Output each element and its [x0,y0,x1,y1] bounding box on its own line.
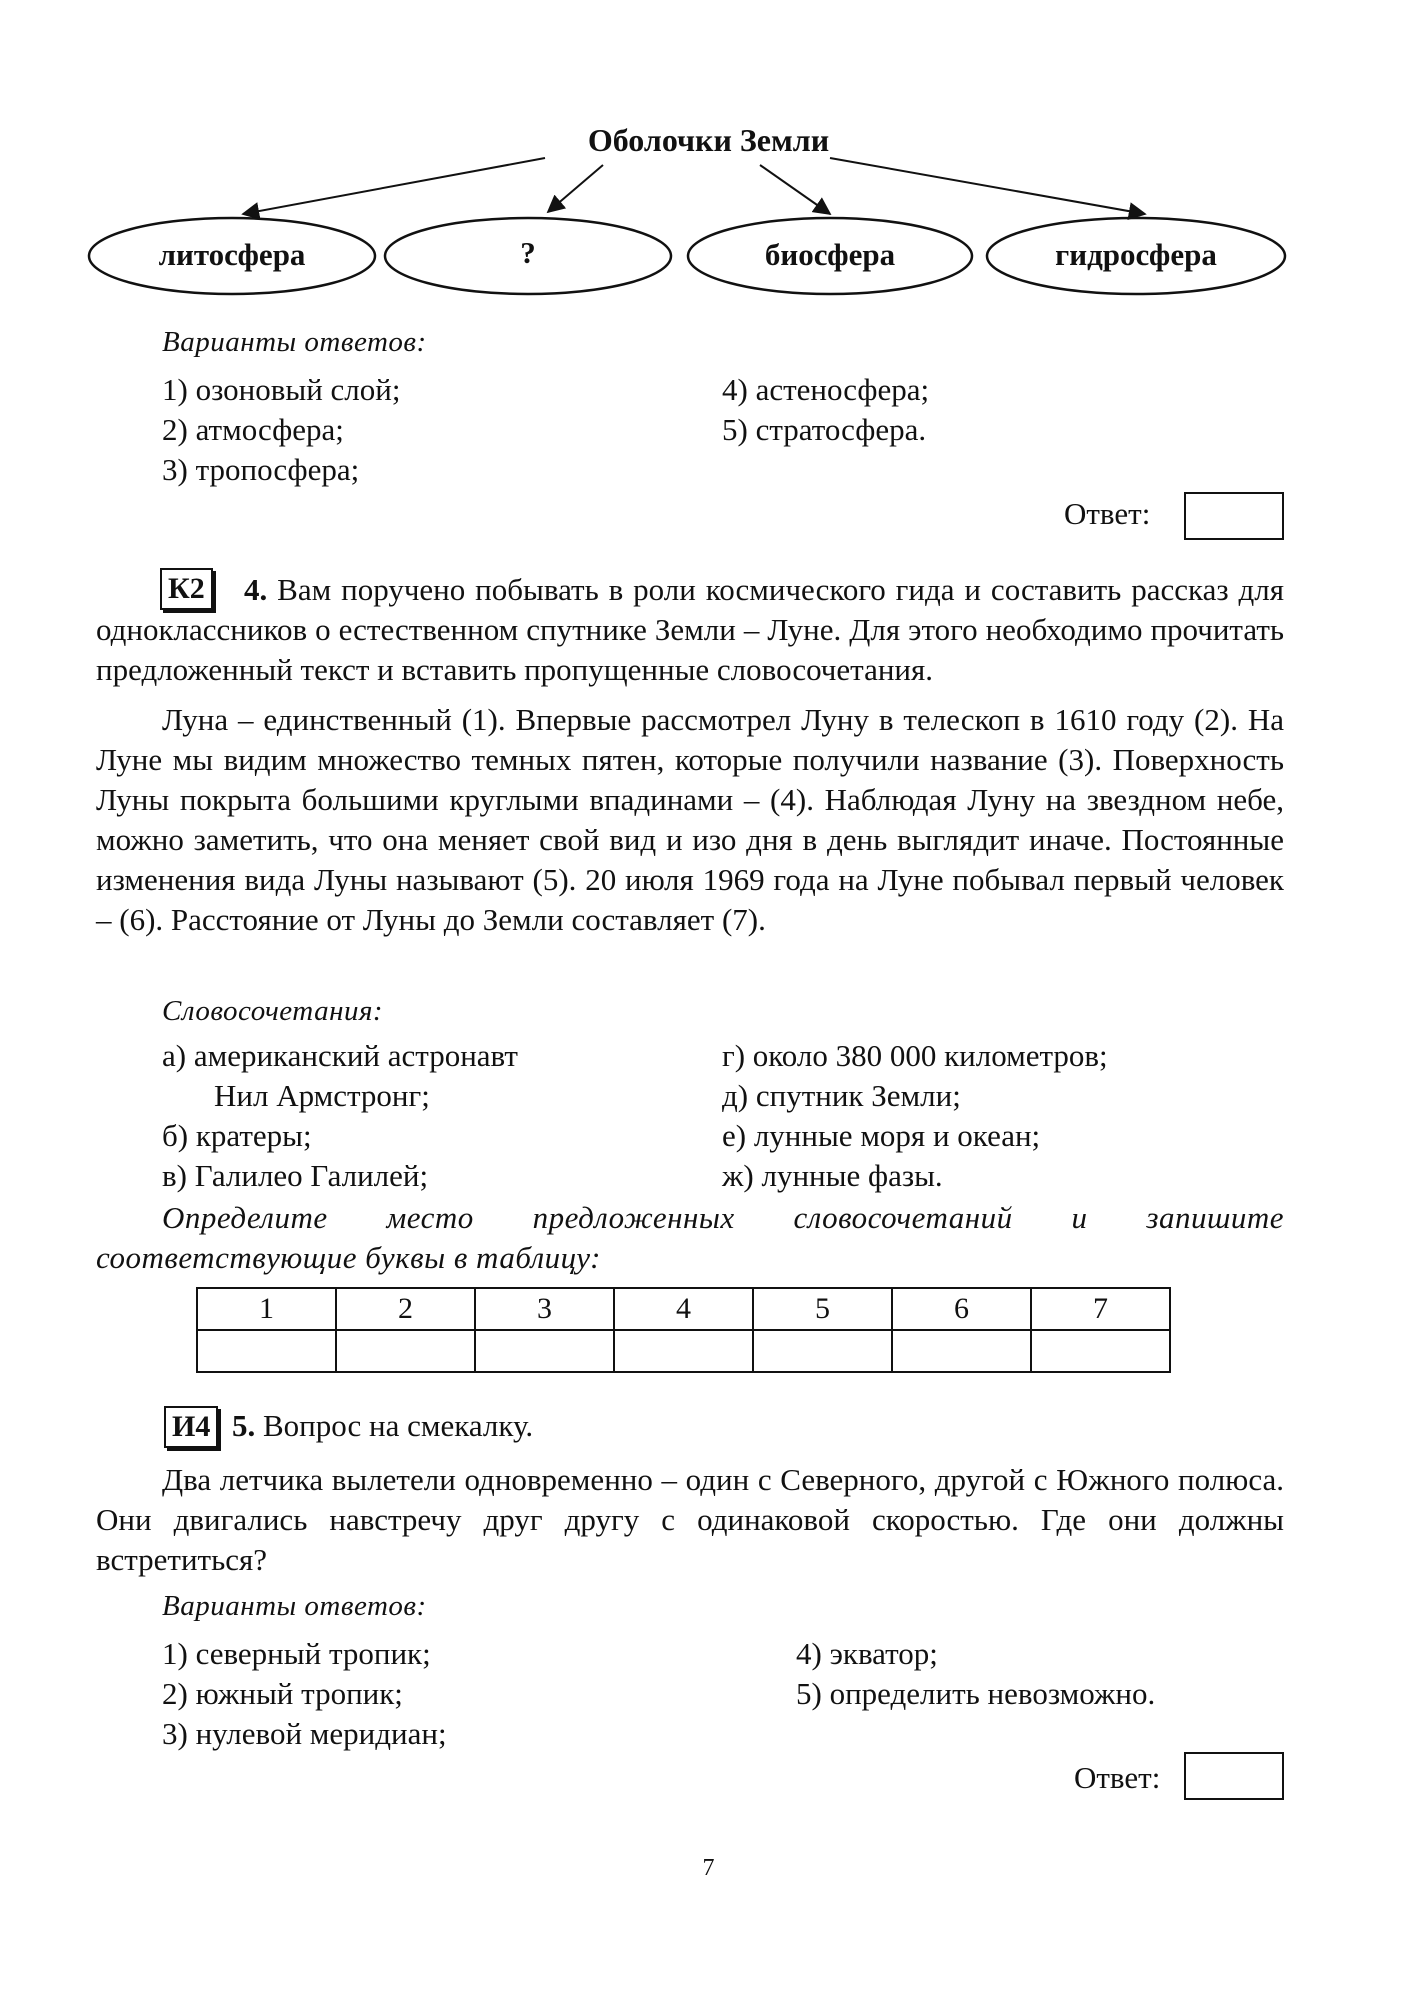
q3-option-5: 5) стратосфера. [722,412,927,447]
arrow-biosphere [760,165,830,214]
phrase-zh: ж) лунные фазы. [722,1158,943,1193]
phrase-v: в) Галилео Галилей; [162,1158,429,1193]
q5-option-3: 3) нулевой меридиан; [162,1716,447,1751]
sphere-label-unknown: ? [520,235,536,270]
q5-answer-box[interactable] [1184,1752,1284,1800]
q4-phrases-left [162,1036,518,1196]
q5-text: Два летчика вылетели одновременно – один с Северного, другой с Южного полюса. Они двигались навстречу друг другу с одинаковой скоростью. Где они должны встретиться? [96,1462,1284,1577]
q4-intro [96,570,1284,690]
q3-answer-box[interactable] [1184,492,1284,540]
q4-answer-cell[interactable] [1031,1330,1170,1372]
q4-tag: К2 [160,568,213,610]
q4-number: 4. [244,572,268,607]
q4-table-header: 5 [753,1288,892,1330]
q4-table-header: 1 [197,1288,336,1330]
q4-answer-cell[interactable] [197,1330,336,1372]
phrase-a: а) американский астронавт [162,1038,518,1073]
q3-option-4: 4) астеносфера; [722,372,930,407]
q4-table-header: 3 [475,1288,614,1330]
diagram-title: Оболочки Земли [587,122,830,158]
q4-intro-text: Вам поручено побывать в роли космического гида и составить рассказ для одноклассников о естественном спутнике Земли – Луне. Для этого необходимо прочитать предложенный текст и вставить пропущенные словосочетания. [96,572,1285,687]
q3-variants-label: Варианты ответов: [162,326,427,358]
q4-answer-cell[interactable] [753,1330,892,1372]
q5-option-1: 1) северный тропик; [162,1636,431,1671]
page-number: 7 [702,1855,715,1881]
q4-phrases-label: Словосочетания: [162,995,384,1027]
q3-options-right [722,370,929,450]
q4-table-header: 2 [336,1288,475,1330]
q4-story-text: Луна – единственный (1). Впервые рассмотрел Луну в телескоп в 1610 году (2). На Луне мы видим множество темных пятен, которые получили название (3). Поверхность Луны покрыта большими круглыми впадинами – (4). Наблюдая Луну на звездном небе, можно заметить, что она меняет свой вид и изо дня в день выглядит иначе. Постоянные изменения вида Луны называют (5). 20 июля 1969 года на Луне побывал первый человек – (6). Расстояние от Луны до Земли составляет (7). [96,702,1284,937]
phrase-g: г) около 380 000 километров; [722,1038,1108,1073]
q5-option-2: 2) южный тропик; [162,1676,403,1711]
q5-options-right [796,1634,1155,1714]
q4-table-header: 6 [892,1288,1031,1330]
q5-options-left [162,1634,447,1754]
q4-answer-table [196,1287,1171,1373]
q4-instruction: Определите место предложенных словосочетаний и запишите соответствующие буквы в таблицу: [96,1200,1284,1275]
sphere-label-biosphere: биосфера [764,237,896,272]
q3-option-1: 1) озоновый слой; [162,372,401,407]
phrase-d: д) спутник Земли; [722,1078,961,1113]
q5-number: 5. [232,1408,256,1443]
q5-heading [232,1408,533,1444]
q5-variants-label: Варианты ответов: [162,1590,427,1622]
sphere-label-hydrosphere: гидросфера [1055,237,1217,272]
sphere-label-lithosphere: литосфера [158,237,306,272]
arrow-hydrosphere [830,158,1145,214]
q4-phrases-right [722,1036,1108,1196]
q3-option-2: 2) атмосфера; [162,412,344,447]
q5-tag: И4 [164,1406,218,1448]
q4-table-answer-row [197,1330,1170,1372]
phrase-b: б) кратеры; [162,1118,312,1153]
q4-answer-cell[interactable] [336,1330,475,1372]
q5-answer-label: Ответ: [1074,1760,1161,1795]
q4-table-header: 7 [1031,1288,1170,1330]
q4-answer-cell[interactable] [475,1330,614,1372]
q3-options-left [162,370,400,490]
q4-answer-cell[interactable] [614,1330,753,1372]
q3-option-3: 3) тропосфера; [162,452,360,487]
phrase-a-cont: Нил Армстронг; [214,1078,430,1113]
q5-title: Вопрос на смекалку. [263,1408,534,1443]
arrow-lithosphere [243,158,545,214]
q5-option-5: 5) определить невозможно. [796,1676,1156,1711]
arrow-unknown [548,165,603,212]
q3-answer-label: Ответ: [1064,496,1151,531]
phrase-e: е) лунные моря и океан; [722,1118,1041,1153]
q5-option-4: 4) экватор; [796,1636,938,1671]
q4-answer-cell[interactable] [892,1330,1031,1372]
q4-table-header-row [197,1288,1170,1330]
q4-table-header: 4 [614,1288,753,1330]
